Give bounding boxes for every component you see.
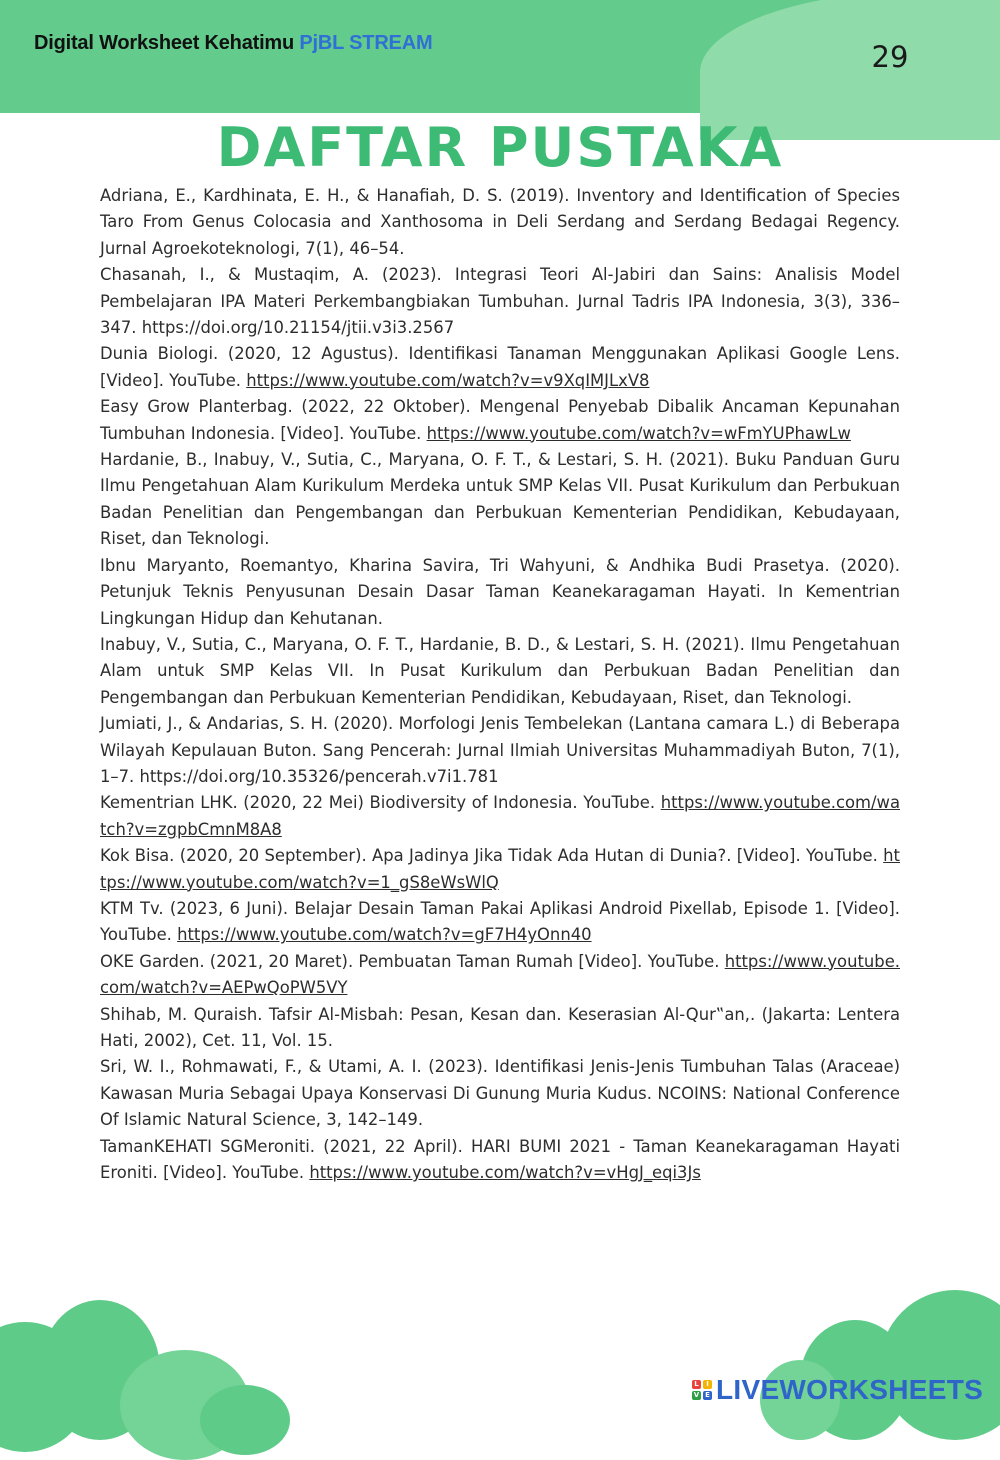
reference-text: Inabuy, V., Sutia, C., Maryana, O. F. T., Hardanie, B. D., & Lestari, S. H. (2021). Ilmu Pengetahuan Alam untuk SMP Kelas VII. In Pusat Kurikulum dan Perbukuan Badan Penelitian dan Pengembangan dan Perbukuan Kementerian Pendidikan, Kebudayaan, Riset, dan Teknologi.: [100, 634, 900, 707]
page-number: 29: [871, 40, 909, 74]
reference-item: [100, 790, 900, 843]
reference-item: [100, 711, 900, 790]
reference-item: [100, 262, 900, 341]
reference-text: Ibnu Maryanto, Roemantyo, Kharina Savira, Tri Wahyuni, & Andhika Budi Prasetya. (2020). Petunjuk Teknis Penyusunan Desain Dasar Taman Keanekaragaman Hayati. In Kementrian Lingkungan Hidup dan Kehutanan.: [100, 555, 900, 628]
reference-text: Kementrian LHK. (2020, 22 Mei) Biodiversity of Indonesia. YouTube.: [100, 793, 661, 813]
liveworksheets-logo[interactable]: [692, 1370, 983, 1410]
reference-text: Kok Bisa. (2020, 20 September). Apa Jadinya Jika Tidak Ada Hutan di Dunia?. [Video]. YouTube.: [100, 846, 884, 866]
reference-item: [100, 1054, 900, 1133]
reference-item: [100, 949, 900, 1002]
reference-item: [100, 341, 900, 394]
reference-text: KTM Tv. (2023, 6 Juni). Belajar Desain Taman Pakai Aplikasi Android Pixellab, Episode 1. [Video]. YouTube.: [100, 898, 900, 945]
reference-text: Adriana, E., Kardhinata, E. H., & Hanafiah, D. S. (2019). Inventory and Identification of Species Taro From Genus Colocasia and Xanthosoma in Deli Serdang and Serdang Bedagai Regency. Jurnal Agroekoteknologi, 7(1), 46–54.: [100, 186, 900, 258]
reference-text: TamanKEHATI SGMeroniti. (2021, 22 April). HARI BUMI 2021 - Taman Keanekaragaman Hayati Eroniti. [Video]. YouTube.: [100, 1136, 900, 1183]
page-title: DAFTAR PUSTAKA: [216, 116, 784, 179]
reference-text: OKE Garden. (2021, 20 Maret). Pembuatan Taman Rumah [Video]. YouTube.: [100, 951, 725, 971]
logo-mark-letter: V: [693, 1391, 700, 1399]
reference-text: Dunia Biologi. (2020, 12 Agustus). Identifikasi Tanaman Menggunakan Aplikasi Google Lens. [Video]. YouTube.: [100, 344, 900, 390]
reference-text: Easy Grow Planterbag. (2022, 22 Oktober). Mengenal Penyebab Dibalik Ancaman Kepunahan Tumbuhan Indonesia. [Video]. YouTube.: [100, 397, 900, 443]
reference-link[interactable]: https://www.youtube.com/watch?v=1_gS8eWsWlQ: [100, 846, 900, 892]
header-title-main: Digital Worksheet Kehatimu: [34, 32, 295, 54]
reference-link[interactable]: https://www.youtube.com/watch?v=zgpbCmnM8A8: [100, 793, 900, 839]
reference-item: [100, 843, 900, 896]
bush-decoration-right: [880, 1290, 1000, 1440]
header-title-accent: PjBL STREAM: [299, 32, 433, 54]
reference-item: [100, 896, 900, 949]
reference-link[interactable]: https://www.youtube.com/watch?v=wFmYUPhawLw: [426, 423, 851, 443]
reference-link[interactable]: https://www.youtube.com/watch?v=gF7H4yOnn40: [177, 925, 592, 945]
reference-item: [100, 632, 900, 711]
header-title: [34, 32, 432, 55]
reference-item: [100, 553, 900, 632]
reference-text: Jumiati, J., & Andarias, S. H. (2020). Morfologi Jenis Tembelekan (Lantana camara L.) di Beberapa Wilayah Kepulauan Buton. Sang Pencerah: Jurnal Ilmiah Universitas Muhammadiyah Buton, 7(1), 1–7. https://doi.org/10.35326/pencerah.v7i1.781: [100, 714, 900, 786]
reference-item: [100, 1002, 900, 1055]
reference-text: Shihab, M. Quraish. Tafsir Al-Misbah: Pesan, Kesan dan. Keserasian Al-Qur‟an,. (Jakarta: Lentera Hati, 2002), Cet. 11, Vol. 15.: [100, 1004, 900, 1050]
reference-text: Hardanie, B., Inabuy, V., Sutia, C., Maryana, O. F. T., & Lestari, S. H. (2021). Buku Panduan Guru Ilmu Pengetahuan Alam Kurikulum Merdeka untuk SMP Kelas VII. Pusat Kurikulum dan Perbukuan Badan Penelitian dan Pengembangan dan Perbukuan Kementerian Pendidikan, Kebudayaan, Riset, dan Teknologi.: [100, 450, 900, 549]
reference-text: Chasanah, I., & Mustaqim, A. (2023). Integrasi Teori Al-Jabiri dan Sains: Analisis Model Pembelajaran IPA Materi Perkembangbiakan Tumbuhan. Jurnal Tadris IPA Indonesia, 3(3), 336–347. https://doi.org/10.21154/jtii.v3i3.2567: [100, 265, 900, 338]
reference-item: [100, 394, 900, 447]
reference-link[interactable]: https://www.youtube.com/watch?v=AEPwQoPW5VY: [100, 951, 900, 998]
logo-text: LIVEWORKSHEETS: [716, 1374, 984, 1405]
page-header: [0, 0, 1000, 113]
reference-list: [100, 183, 900, 1186]
reference-link[interactable]: https://www.youtube.com/watch?v=vHgJ_eqi3Js: [309, 1163, 701, 1183]
logo-mark-letter: L: [692, 1380, 701, 1389]
reference-item: [100, 183, 900, 262]
logo-mark-letter: I: [703, 1380, 712, 1389]
bush-decoration-left: [200, 1385, 290, 1455]
logo-mark-icon: [692, 1380, 712, 1400]
reference-text: Sri, W. I., Rohmawati, F., & Utami, A. I. (2023). Identifikasi Jenis-Jenis Tumbuhan Talas (Araceae) Kawasan Muria Sebagai Upaya Konservasi Di Gunung Muria Kudus. NCOINS: National Conference Of Islamic Natural Science, 3, 142–149.: [100, 1057, 900, 1130]
logo-mark-letter: E: [703, 1391, 712, 1400]
reference-item: [100, 447, 900, 553]
reference-link[interactable]: https://www.youtube.com/watch?v=v9XqIMJLxV8: [246, 370, 650, 390]
reference-item: [100, 1134, 900, 1187]
